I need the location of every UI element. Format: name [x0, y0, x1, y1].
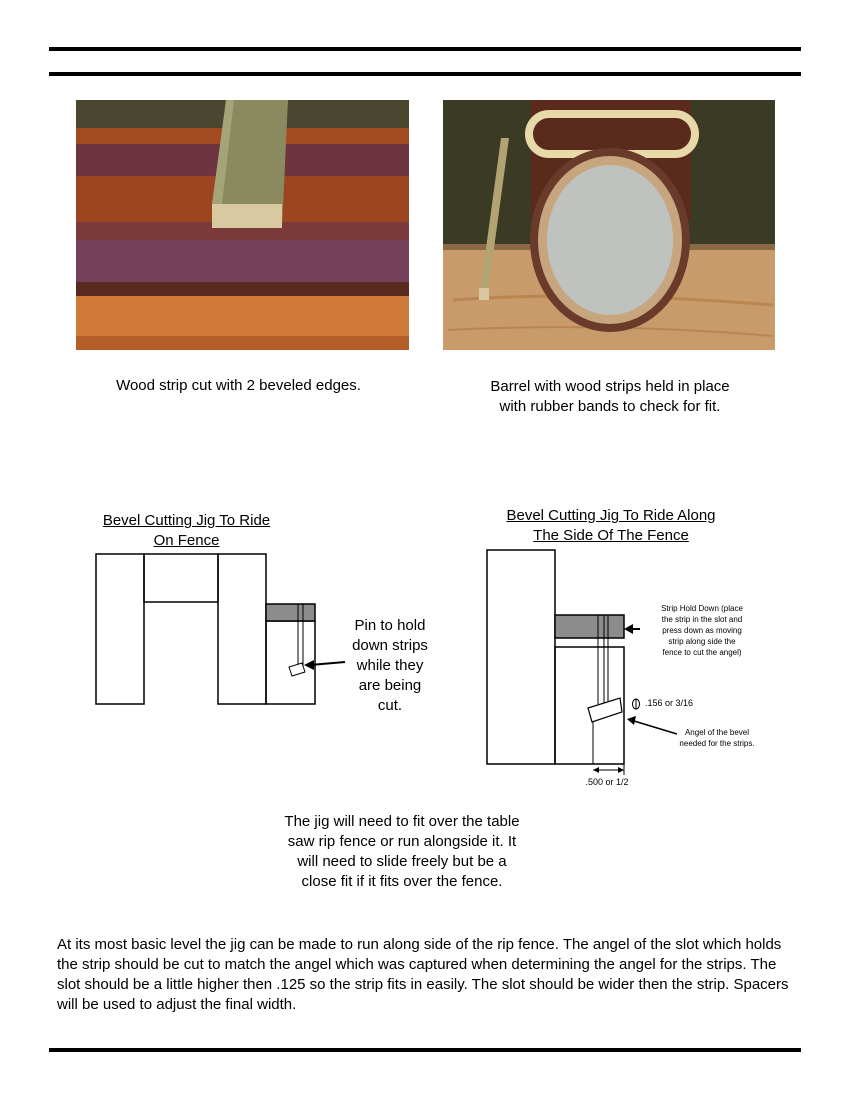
- width-label: .500 or 1/2: [585, 777, 629, 787]
- fit-note-line4: close fit if it fits over the fence.: [301, 873, 503, 890]
- pin-label-line3: while they: [356, 657, 424, 674]
- hold-down-label-line3: press down as moving: [662, 626, 742, 635]
- fit-note-line1: The jig will need to fit over the table: [284, 813, 520, 830]
- pin-label-line2: down strips: [352, 637, 428, 654]
- caption-barrel-line2: with rubber bands to check for fit.: [499, 398, 721, 415]
- caption-wood-strip: Wood strip cut with 2 beveled edges.: [116, 377, 361, 394]
- diagram-left-title-line1: Bevel Cutting Jig To Ride: [102, 512, 271, 529]
- diagram-right-title-line2: The Side Of The Fence: [533, 527, 689, 544]
- fit-note-line2: saw rip fence or run alongside it. It: [287, 833, 517, 850]
- fence-block: [487, 550, 555, 764]
- body-paragraph: At its most basic level the jig can be made to run along side of the rip fence. The angel of the slot which holds the strip should be cut to match the angel which was captured when determining the angel for the strips. The slot should be a little higher then .125 so the strip fits in easily. The slot should be wider then the strip. Spacers will be used to adjust the final width.: [57, 936, 789, 1013]
- angle-arrow-head: [627, 716, 636, 725]
- gap-label: .156 or 3/16: [645, 698, 694, 708]
- hold-down-label-line5: fence to cut the angel): [662, 648, 742, 657]
- hold-down-bar-right: [555, 615, 624, 638]
- hold-down-label-line1: Strip Hold Down (place: [661, 604, 743, 613]
- caption-barrel-line1: Barrel with wood strips held in place: [490, 378, 730, 395]
- pin-label-line4: are being: [358, 677, 422, 694]
- fit-note: [252, 812, 552, 892]
- hold-down-label-line4: strip along side the: [668, 637, 736, 646]
- angle-label-line2: needed for the strips.: [679, 739, 755, 748]
- bevel-slot: [588, 698, 622, 722]
- diagram-left-title-line2: On Fence: [153, 532, 220, 549]
- angle-label-line1: Angel of the bevel: [684, 728, 750, 737]
- pin-label-line5: cut.: [377, 697, 403, 714]
- pin-label-line1: Pin to hold: [354, 617, 426, 634]
- diagram-right-title-line1: Bevel Cutting Jig To Ride Along: [506, 507, 716, 524]
- fit-note-line3: will need to slide freely but be a: [297, 853, 507, 870]
- angle-arrow: [634, 721, 677, 734]
- hold-down-arrow-head: [624, 624, 633, 634]
- hold-down-label: [646, 603, 758, 658]
- hold-down-label-line2: the strip in the slot and: [661, 615, 743, 624]
- bottom-rule: [49, 1048, 801, 1052]
- angle-label: [672, 727, 762, 749]
